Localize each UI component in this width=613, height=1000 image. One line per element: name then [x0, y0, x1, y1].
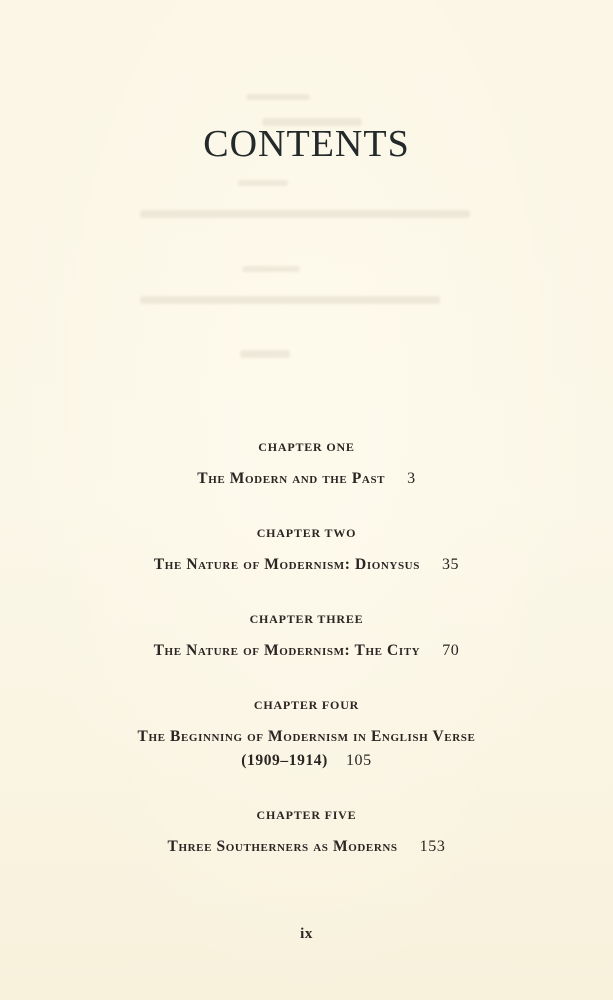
chapter-label-five: CHAPTER FIVE: [256, 808, 357, 822]
bleed-through-text: [0, 0, 613, 420]
chapter-label-one: CHAPTER ONE: [258, 440, 355, 454]
chapter-label-three: CHAPTER THREE: [249, 612, 364, 626]
toc-entry-page: 3: [407, 470, 416, 487]
toc-entry-four[interactable]: [0, 726, 613, 748]
page-title: CONTENTS: [203, 123, 410, 165]
toc-entry-four-continued[interactable]: [0, 750, 613, 772]
toc-entry-title: Three Southerners as Moderns: [167, 838, 398, 855]
toc-entry-three[interactable]: [0, 640, 613, 662]
chapter-label-two: CHAPTER TWO: [256, 526, 357, 540]
toc-entry-title: The Nature of Modernism: The City: [153, 642, 421, 659]
toc-entry-page: 35: [441, 556, 460, 573]
toc-entry-title: The Modern and the Past: [197, 470, 386, 487]
toc-entry-page: 153: [419, 838, 446, 855]
toc-entry-five[interactable]: [0, 836, 613, 858]
toc-entry-title-line2: (1909–1914): [241, 752, 328, 769]
toc-entry-page: 70: [442, 642, 460, 659]
chapter-label-four: CHAPTER FOUR: [253, 698, 360, 712]
toc-entry-one[interactable]: [0, 468, 613, 490]
toc-entry-two[interactable]: [0, 554, 613, 576]
toc-entry-page: 105: [345, 752, 372, 769]
toc-entry-title: The Nature of Modernism: Dionysus: [153, 556, 420, 573]
page-number: ix: [300, 926, 313, 942]
toc-entry-title: The Beginning of Modernism in English Verse: [137, 728, 476, 745]
